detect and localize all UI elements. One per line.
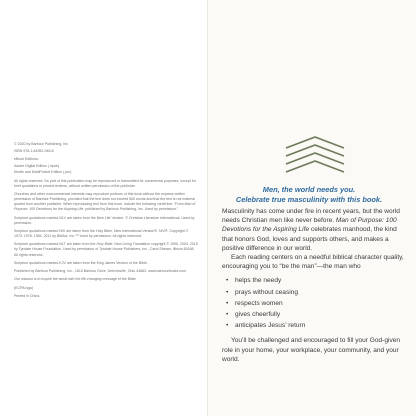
description-paragraph-3: You’ll be challenged and encouraged to fill your God-given role in your home, your workplace, your community, and your world. <box>222 337 401 363</box>
copyright-line: © 2020 by Barbour Publishing, Inc. <box>14 142 69 146</box>
description-paragraph-1 <box>222 207 408 253</box>
trait-item: • respects women <box>226 298 408 309</box>
logo-chevron-3 <box>286 153 344 164</box>
ecpa-logo-line: (ECPA logo) <box>14 285 34 290</box>
trait-item: • anticipates Jesus’ return <box>226 320 408 331</box>
mission-text: Our mission is to inspire the world with the life-changing message of the Bible. <box>14 277 137 282</box>
scripture-nlv: Scripture quotations marked NLV are taken from the New Life Version. © Christian Literature International. Used by permission. <box>14 215 195 225</box>
ebook-line-prc: Kindle and MobiPocket Edition (.prc) <box>14 170 72 175</box>
p1-start: Masculinity has come under fire in recent years, but the world needs Christian men like never before. <box>222 208 400 225</box>
printed-line: Printed in China. <box>14 293 41 298</box>
isbn-line: ISBN 978-1-64352-948-6 <box>14 148 54 153</box>
logo-chevron-2 <box>286 145 344 156</box>
book-description <box>222 207 408 364</box>
scripture-niv: Scripture quotations marked NIV are taken from the Holy Bible, New International Version®, NIV®. Copyright © 1973, 1978, 1984, 2011 by Biblica, Inc.™ Used by permission. All rights reserved. <box>14 228 189 239</box>
copyright-block <box>14 142 198 301</box>
ebook-heading: eBook Editions: <box>14 156 39 161</box>
scripture-nlt <box>14 242 198 257</box>
scripture-nlt-pre: Scripture quotations marked NLT are taken from the <box>14 242 97 247</box>
rights-paragraph: All rights reserved. No part of this publication may be reproduced or transmitted for commercial purposes, except for brief quotations in printed reviews, without written permission of the publisher. <box>14 178 196 188</box>
mission-line <box>14 277 198 282</box>
p1-end: celebrates manhood, the kind that honors God, loves and supports others, and makes a positive difference in our world. <box>222 226 397 252</box>
tagline-line-2: Celebrate true masculinity with this book. <box>235 195 383 204</box>
noncommercial-text: Churches and other noncommercial interests may reproduce portions of this book without the express written permission of Barbour Publishing, provided that the text does not exceed 500 words and that the text is not material quoted from another publisher. When reproducing text from this book, include the following credit line: “From <box>14 192 195 207</box>
description-paragraph-2: Each reading centers on a needful biblical character quality, encouraging you to “be the man”—the man who <box>222 254 404 271</box>
noncommercial-paragraph <box>14 192 198 212</box>
scripture-kjv: Scripture quotations marked KJV are taken from the King James Version of the Bible. <box>14 260 148 265</box>
tagline <box>214 185 404 205</box>
p1-book-title: Man of Purpose: 100 Devotions for the Aspiring Life <box>222 217 397 234</box>
trait-item: • helps the needy <box>226 275 408 286</box>
scripture-nlt-title: Holy Bible <box>96 242 113 247</box>
tagline-line-1: Men, the world needs you. <box>262 185 356 194</box>
trait-item: • gives cheerfully <box>226 309 408 320</box>
logo-chevron-1 <box>286 137 344 148</box>
scripture-nlt-post: , New Living Translation copyright © 1996, 2004, 2015 by Tyndale House Foundation. Used by permission of Tyndale House Publishers, Inc., Carol Stream, Illinois 60188. All rights reserved. <box>14 242 198 257</box>
mountain-chevron-logo <box>280 134 350 174</box>
noncommercial-end: , published by Barbour Publishing, Inc. Used by permission.” <box>83 207 179 212</box>
trait-item: • prays without ceasing <box>226 287 408 298</box>
publisher-line: Published by Barbour Publishing, Inc., 1810 Barbour Drive, Uhrichsville, Ohio 44683, www.barbourbooks.com <box>14 269 186 274</box>
noncommercial-book-title: Man of Purpose: 100 Devotions for the Aspiring Life <box>14 202 196 212</box>
trait-list <box>222 275 408 331</box>
ebook-line-epub: Adobe Digital Edition (.epub) <box>14 163 60 168</box>
logo-chevron-4 <box>286 161 344 172</box>
